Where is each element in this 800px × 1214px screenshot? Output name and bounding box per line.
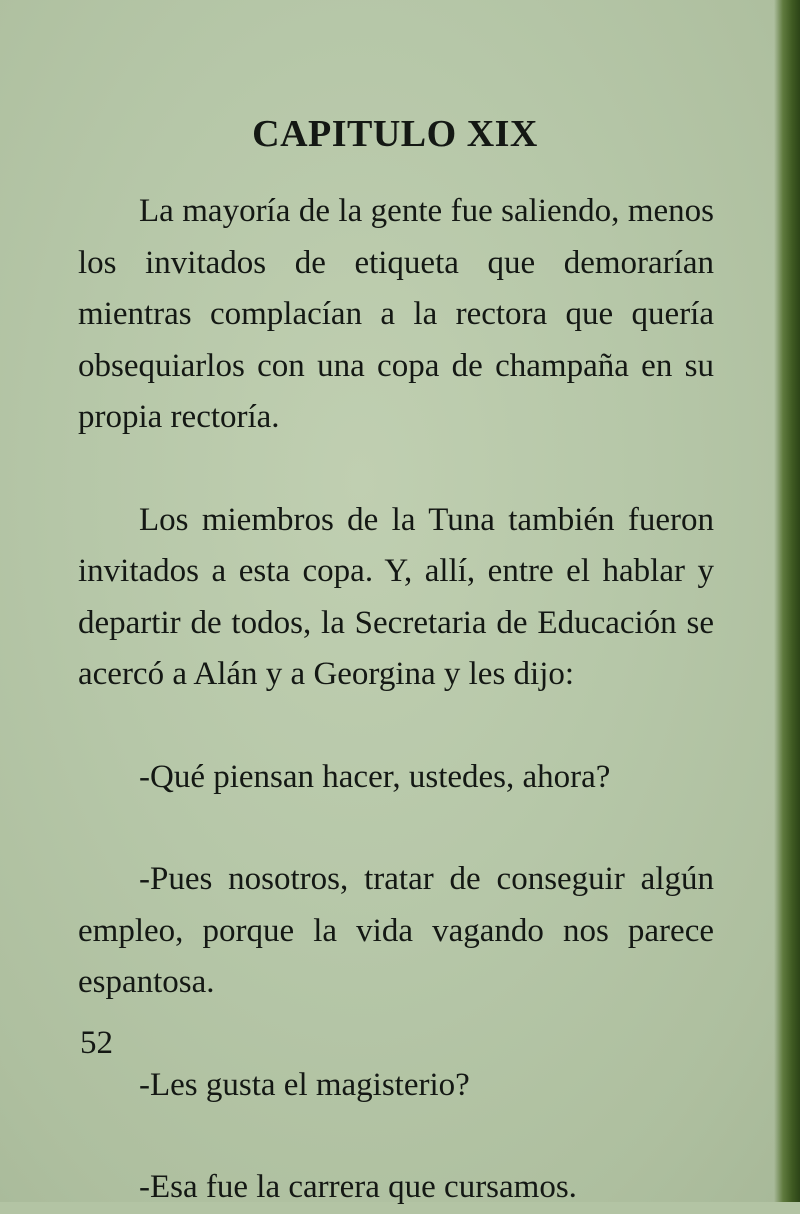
dialogue-line: -Esa fue la carrera que cursamos. <box>139 1169 577 1205</box>
dialogue-line: -Qué piensan hacer, ustedes, ahora? <box>139 758 611 795</box>
page-number: 52 <box>80 1025 113 1061</box>
dialogue-line: -Les gusta el magisterio? <box>139 1066 470 1103</box>
dialogue-line: -Pues nosotros, tratar de conseguir algún empleo, porque la vida vagando nos parece espantosa. <box>78 861 714 1000</box>
body-text <box>78 186 714 1214</box>
book-spine-edge <box>774 0 800 1202</box>
chapter-title: CAPITULO XIX <box>252 113 538 155</box>
paragraph: Los miembros de la Tuna también fueron invitados a esta copa. Y, allí, entre el hablar y departir de todos, la Secretaria de Educación se acercó a Alán y a Georgina y les dijo: <box>78 501 714 692</box>
paragraph: La mayoría de la gente fue saliendo, menos los invitados de etiqueta que demorarían mientras complacían a la rectora que quería obsequiarlos con una copa de champaña en su propia rectoría. <box>78 193 714 435</box>
